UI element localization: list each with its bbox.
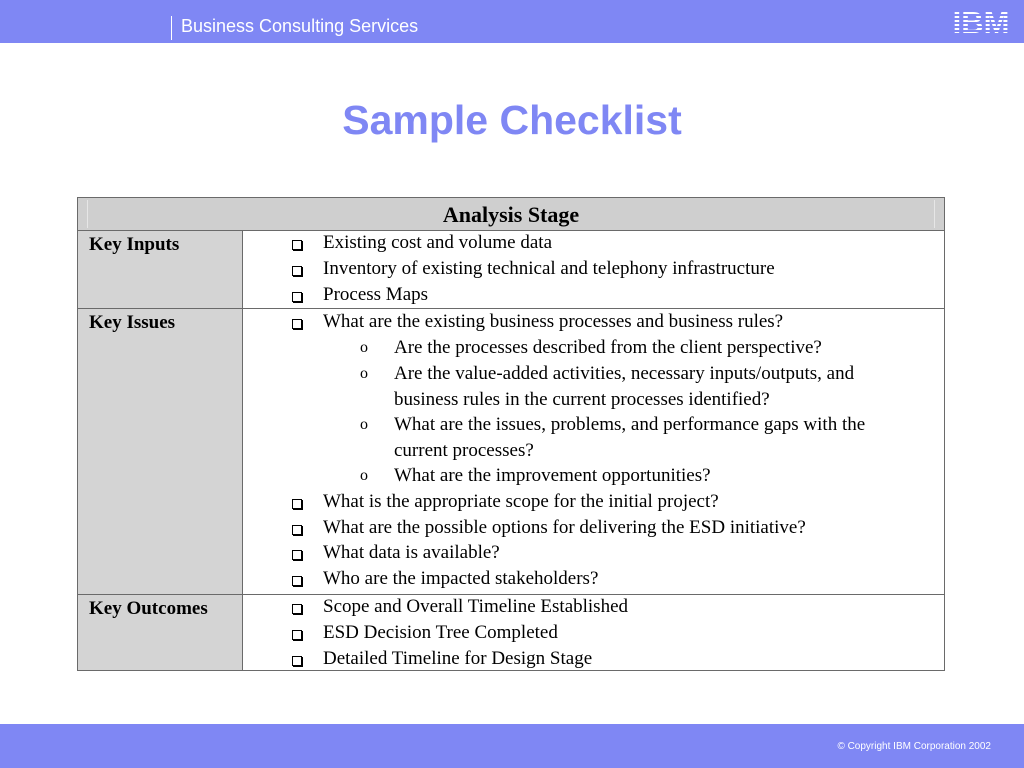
list-item: Existing cost and volume data: [323, 232, 553, 253]
checkbox-icon: [292, 240, 302, 250]
sub-bullet-icon: o: [360, 467, 368, 484]
key-inputs-header: [78, 231, 243, 308]
stage-title: Analysis Stage: [442, 202, 580, 227]
list-item: What are the existing business processes and business rules?: [323, 311, 784, 332]
copyright-text: © Copyright IBM Corporation 2002: [837, 741, 991, 752]
sub-list-item-continued: current processes?: [394, 440, 534, 461]
page-title: Sample Checklist: [342, 97, 682, 143]
brand-text: Business Consulting Services: [181, 16, 419, 36]
sub-list-item: What are the issues, problems, and performance gaps with the: [394, 414, 866, 435]
key-outcomes-row: [78, 594, 944, 670]
header-bar: [0, 0, 1024, 43]
sub-bullet-icon: o: [360, 339, 368, 356]
stage-header: [78, 198, 944, 231]
sub-list-item: Are the value-added activities, necessary inputs/outputs, and: [394, 363, 855, 384]
checkbox-icon: [292, 550, 302, 560]
list-item: Inventory of existing technical and telephony infrastructure: [323, 258, 775, 279]
key-issues-header: [78, 309, 243, 594]
checklist-table: [77, 197, 945, 671]
checkbox-icon: [292, 630, 302, 640]
list-item: ESD Decision Tree Completed: [323, 622, 558, 643]
sub-list-item: Are the processes described from the client perspective?: [394, 337, 822, 358]
list-item: Detailed Timeline for Design Stage: [323, 648, 593, 669]
list-item: Scope and Overall Timeline Established: [323, 596, 629, 617]
checkbox-icon: [292, 656, 302, 666]
list-item: Who are the impacted stakeholders?: [323, 568, 599, 589]
ibm-logo-icon: [944, 4, 1018, 38]
footer-bar: [0, 724, 1024, 768]
key-issues-label: Key Issues: [89, 312, 176, 333]
checkbox-icon: [292, 266, 302, 276]
key-outcomes-label: Key Outcomes: [89, 598, 208, 619]
checkbox-icon: [292, 604, 302, 614]
list-item: Process Maps: [323, 284, 429, 305]
sub-list-item: What are the improvement opportunities?: [394, 465, 711, 486]
checkbox-icon: [292, 576, 302, 586]
svg-text:IBM: IBM: [952, 5, 1010, 38]
list-item: What are the possible options for delivering the ESD initiative?: [323, 517, 806, 538]
key-inputs-label: Key Inputs: [89, 234, 180, 255]
checkbox-icon: [292, 525, 302, 535]
checkbox-icon: [292, 292, 302, 302]
sub-list-item-continued: business rules in the current processes identified?: [394, 389, 770, 410]
key-inputs-row: [78, 231, 944, 308]
list-item: What data is available?: [323, 542, 500, 563]
sub-bullet-icon: o: [360, 365, 368, 382]
checkbox-icon: [292, 499, 302, 509]
header-divider: [171, 16, 172, 40]
checkbox-icon: [292, 319, 302, 329]
list-item: What is the appropriate scope for the initial project?: [323, 491, 719, 512]
sub-bullet-icon: o: [360, 416, 368, 433]
key-issues-row: [78, 308, 944, 594]
key-outcomes-header: [78, 595, 243, 670]
